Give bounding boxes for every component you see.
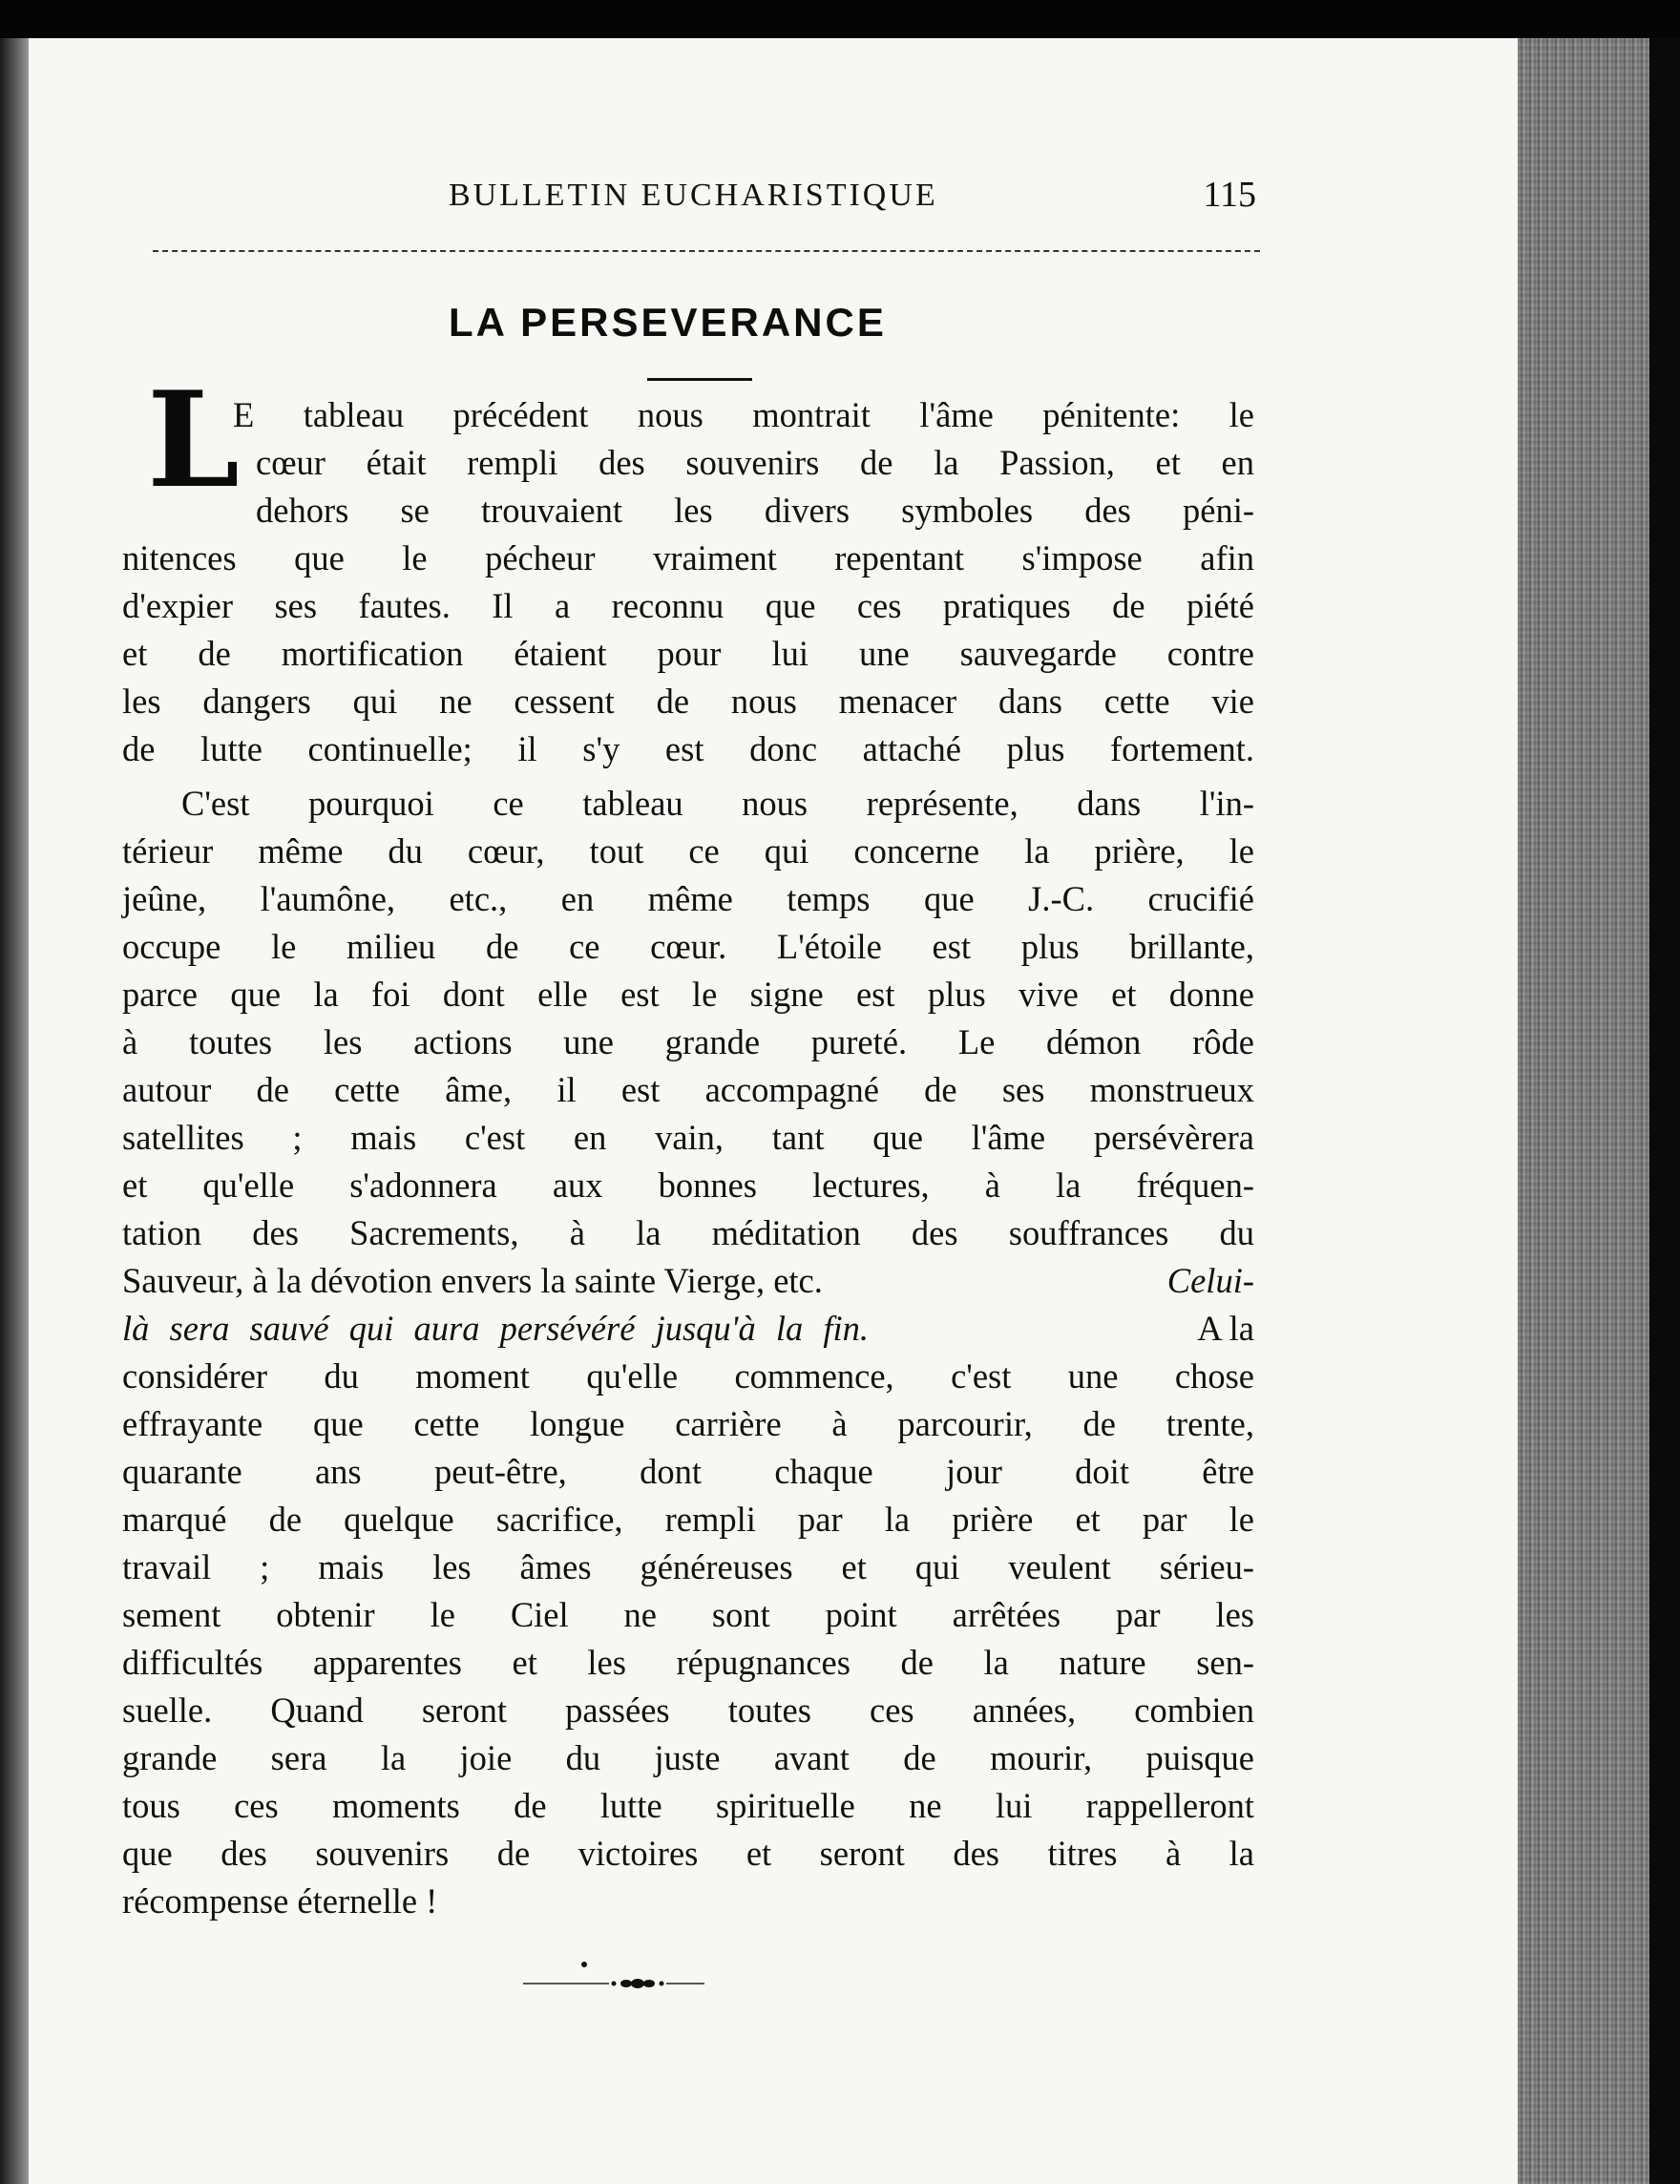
text-line: E tableau précédent nous montrait l'âme pénitente: le	[233, 395, 1254, 434]
text-line: effrayante que cette longue carrière à parcourir, de trente,	[122, 1404, 1254, 1443]
text-line: et qu'elle s'adonnera aux bonnes lectures, à la fréquen-	[122, 1166, 1254, 1205]
running-header: BULLETIN EUCHARISTIQUE	[449, 178, 938, 213]
text-line: suelle. Quand seront passées toutes ces années, combien	[122, 1690, 1254, 1730]
text-line: cœur était rempli des souvenirs de la Passion, et en	[256, 443, 1254, 482]
text-line: d'expier ses fautes. Il a reconnu que ces pratiques de piété	[122, 586, 1254, 625]
text-segment: Sauveur, à la dévotion envers la sainte Vierge, etc.	[122, 1261, 823, 1300]
article-title: LA PERSEVERANCE	[449, 300, 887, 345]
text-line: C'est pourquoi ce tableau nous représente, dans l'in-	[181, 784, 1254, 823]
text-line-with-italic	[122, 1305, 1254, 1353]
title-rule	[647, 378, 752, 381]
text-line: satellites ; mais c'est en vain, tant que l'âme persévèrera	[122, 1118, 1254, 1157]
text-line: tous ces moments de lutte spirituelle ne lui rappelleront	[122, 1786, 1254, 1825]
text-line: jeûne, l'aumône, etc., en même temps que J.-C. crucifié	[122, 879, 1254, 918]
text-line: récompense éternelle !	[122, 1881, 438, 1921]
text-line: grande sera la joie du juste avant de mourir, puisque	[122, 1738, 1254, 1777]
text-line: sement obtenir le Ciel ne sont point arrêtées par les	[122, 1595, 1254, 1634]
text-line: autour de cette âme, il est accompagné de ses monstrueux	[122, 1070, 1254, 1109]
header-rule	[153, 250, 1260, 252]
text-line: et de mortification étaient pour lui une sauvegarde contre	[122, 634, 1254, 673]
text-line: à toutes les actions une grande pureté. Le démon rôde	[122, 1022, 1254, 1061]
text-line: marqué de quelque sacrifice, rempli par la prière et par le	[122, 1500, 1254, 1539]
text-line: considérer du moment qu'elle commence, c'est une chose	[122, 1356, 1254, 1396]
italic-quote-start: Celui-	[1166, 1261, 1254, 1300]
text-line: quarante ans peut-être, dont chaque jour doit être	[122, 1452, 1254, 1491]
text-line: de lutte continuelle; il s'y est donc attaché plus fortement.	[122, 729, 1254, 768]
text-line: difficultés apparentes et les répugnances de la nature sen-	[122, 1643, 1254, 1682]
text-line: occupe le milieu de ce cœur. L'étoile est plus brillante,	[122, 927, 1254, 966]
scan-left-border	[0, 38, 29, 2184]
end-ornament	[523, 1961, 733, 1999]
text-line: les dangers qui ne cessent de nous menacer dans cette vie	[122, 682, 1254, 721]
text-line: nitences que le pécheur vraiment repentant s'impose afin	[122, 538, 1254, 578]
text-line: tation des Sacrements, à la méditation des souffrances du	[122, 1213, 1254, 1252]
drop-cap: L	[147, 362, 241, 517]
text-segment: A la	[1197, 1309, 1254, 1348]
text-line: que des souvenirs de victoires et seront des titres à la	[122, 1834, 1254, 1873]
text-line: travail ; mais les âmes généreuses et qui veulent sérieu-	[122, 1547, 1254, 1586]
page-number: 115	[1203, 175, 1256, 215]
text-line: térieur même du cœur, tout ce qui concerne la prière, le	[122, 831, 1254, 871]
scan-right-border	[1649, 38, 1680, 2184]
text-line-with-italic	[122, 1257, 1254, 1305]
page-edges	[1518, 38, 1649, 2184]
italic-quote-end: là sera sauvé qui aura persévéré jusqu'à la fin.	[122, 1309, 870, 1348]
text-line: dehors se trouvaient les divers symboles des péni-	[256, 491, 1254, 530]
text-line: parce que la foi dont elle est le signe est plus vive et donne	[122, 975, 1254, 1014]
